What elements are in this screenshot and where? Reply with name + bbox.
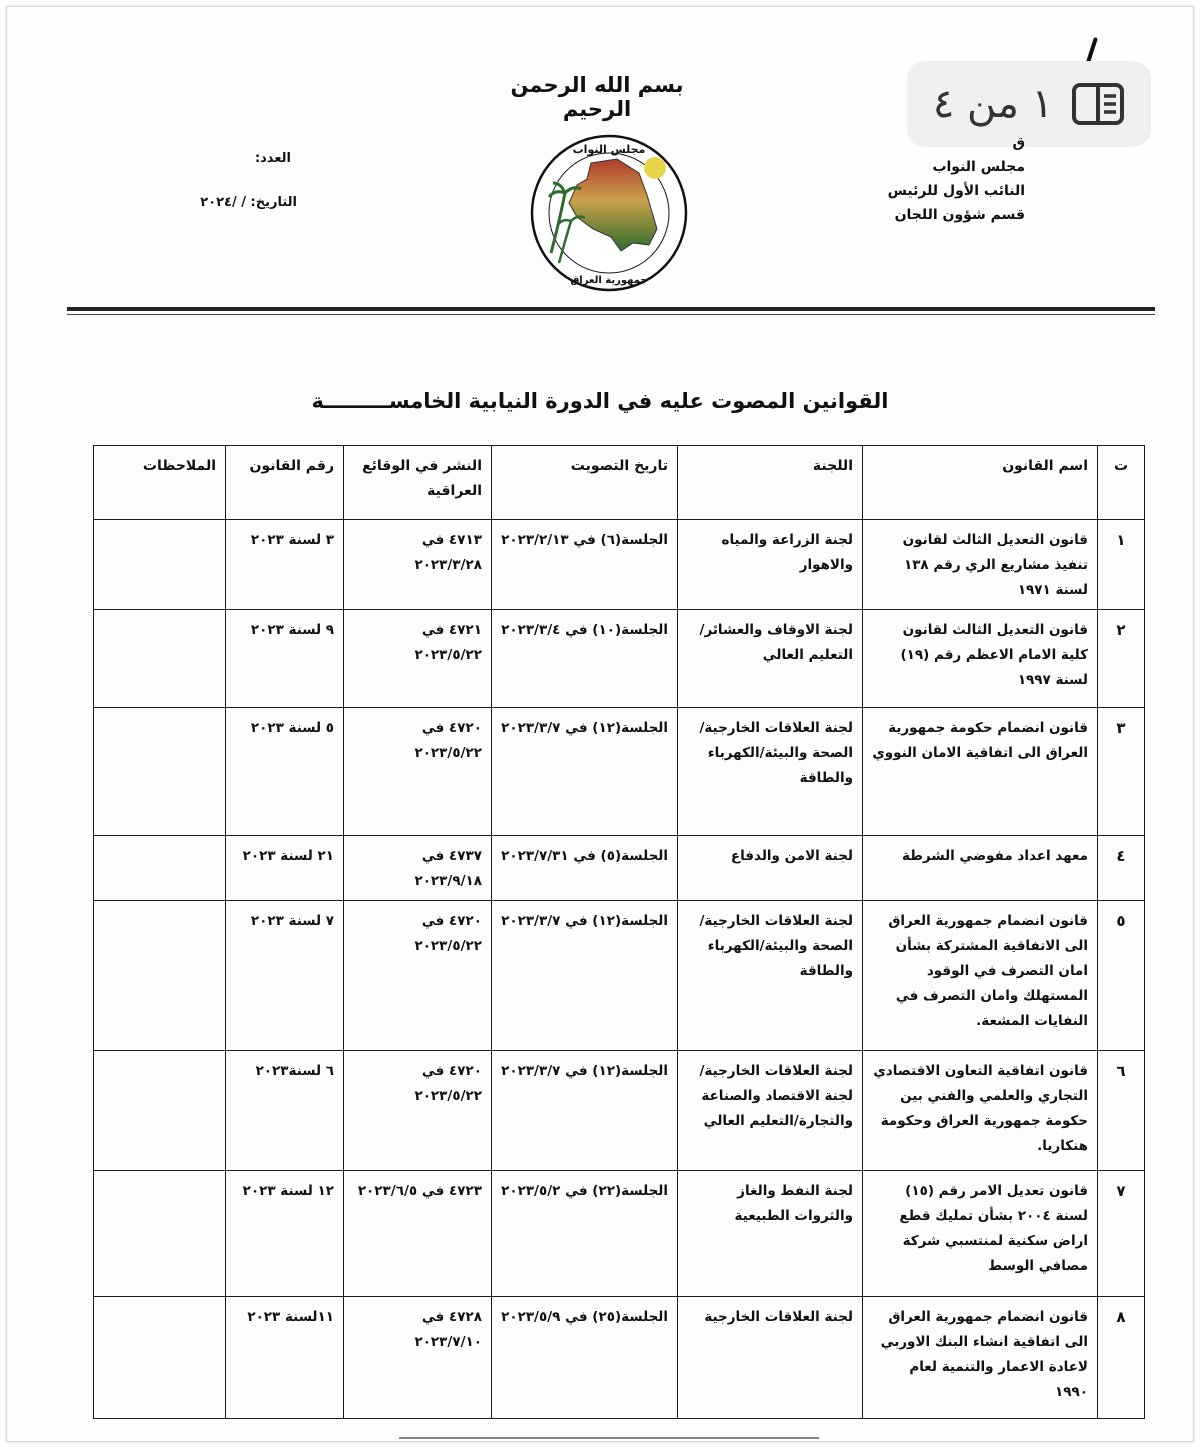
table-row: [94, 1297, 1145, 1419]
row-notes: [94, 1051, 226, 1171]
row-publication: ٤٧٢١ في ٢٠٢٣/٥/٢٢: [344, 610, 492, 708]
row-notes: [94, 1297, 226, 1419]
row-law-name: قانون انضمام جمهورية العراق الى الاتفاقية المشتركة بشأن امان التصرف في الوقود المستهلك وامان التصرف في النفايات المشعة.: [863, 901, 1098, 1051]
row-law-number: ٦ لسنة٢٠٢٣: [226, 1051, 344, 1171]
row-vote-date: الجلسة(١٢) في ٢٠٢٣/٣/٧: [492, 1051, 678, 1171]
parliament-seal-icon: [529, 133, 689, 293]
row-committee: لجنة العلاقات الخارجية/لجنة الاقتصاد والصناعة والتجارة/التعليم العالي: [678, 1051, 863, 1171]
row-seq: ١: [1098, 520, 1145, 610]
row-vote-date: الجلسة(٢٥) في ٢٠٢٣/٥/٩: [492, 1297, 678, 1419]
row-committee: لجنة الاوقاف والعشائر/ التعليم العالي: [678, 610, 863, 708]
reference-number-label: العدد:: [254, 151, 291, 166]
pen-mark: [1086, 37, 1098, 63]
org-block: [845, 131, 1025, 227]
row-notes: [94, 520, 226, 610]
row-committee: لجنة النفط والغاز والثروات الطبيعية: [678, 1171, 863, 1297]
row-seq: ٣: [1098, 708, 1145, 836]
row-publication: ٤٧٢٨ في ٢٠٢٣/٧/١٠: [344, 1297, 492, 1419]
row-law-name: معهد اعداد مفوضي الشرطة: [863, 836, 1098, 901]
header-committee: اللجنة: [678, 446, 863, 520]
document-title: القوانين المصوت عليه في الدورة النيابية الخامســـــــــة: [311, 389, 889, 413]
table-row: [94, 708, 1145, 836]
table-row: [94, 610, 1145, 708]
row-notes: [94, 708, 226, 836]
row-publication: ٤٧٢٠ في ٢٠٢٣/٥/٢٢: [344, 901, 492, 1051]
book-pages-icon: [1071, 82, 1125, 126]
header-divider-thin: [67, 314, 1155, 315]
row-vote-date: الجلسة(٦) في ٢٠٢٣/٢/١٣: [492, 520, 678, 610]
row-vote-date: الجلسة(٥) في ٢٠٢٣/٧/٣١: [492, 836, 678, 901]
row-law-name: قانون التعديل الثالث لقانون تنفيذ مشاريع الري رقم ١٣٨ لسنة ١٩٧١: [863, 520, 1098, 610]
header-notes: الملاحظات: [94, 446, 226, 520]
row-law-name: قانون انضمام جمهورية العراق الى اتفاقية انشاء البنك الاوربي لاعادة الاعمار والتنمية لعام ١٩٩٠: [863, 1297, 1098, 1419]
row-law-name: قانون انضمام حكومة جمهورية العراق الى اتفاقية الامان النووي: [863, 708, 1098, 836]
row-publication: ٤٧٢٣ في ٢٠٢٣/٦/٥: [344, 1171, 492, 1297]
row-law-name: قانون تعديل الامر رقم (١٥) لسنة ٢٠٠٤ بشأن تمليك قطع اراض سكنية لمنتسبي شركة مصافي الوسط: [863, 1171, 1098, 1297]
laws-table: [93, 445, 1145, 1419]
row-committee: لجنة العلاقات الخارجية/الصحة والبيئة/الكهرباء والطاقة: [678, 708, 863, 836]
table-row: [94, 1171, 1145, 1297]
org-line: النائب الأول للرئيس: [887, 183, 1025, 199]
row-notes: [94, 610, 226, 708]
seal-bottom-text: جمهورية العراق: [570, 275, 648, 286]
row-law-number: ٥ لسنة ٢٠٢٣: [226, 708, 344, 836]
page-indicator-text: ١ من ٤: [932, 81, 1054, 127]
row-law-name: قانون التعديل الثالث لقانون كلية الامام الاعظم رقم (١٩) لسنة ١٩٩٧: [863, 610, 1098, 708]
row-law-number: ١٢ لسنة ٢٠٢٣: [226, 1171, 344, 1297]
document-page: [6, 6, 1194, 1442]
row-seq: ٦: [1098, 1051, 1145, 1171]
row-seq: ٧: [1098, 1171, 1145, 1297]
row-law-number: ٧ لسنة ٢٠٢٣: [226, 901, 344, 1051]
row-seq: ٥: [1098, 901, 1145, 1051]
table-row: [94, 1051, 1145, 1171]
row-vote-date: الجلسة(١٠) في ٢٠٢٣/٣/٤: [492, 610, 678, 708]
row-notes: [94, 1171, 226, 1297]
row-publication: ٤٧٣٧ في ٢٠٢٣/٩/١٨: [344, 836, 492, 901]
basmala: بسم الله الرحمن الرحيم: [510, 73, 684, 121]
seal-top-text: مجلس النواب: [572, 143, 646, 156]
row-vote-date: الجلسة(١٢) في ٢٠٢٣/٣/٧: [492, 901, 678, 1051]
row-seq: ٢: [1098, 610, 1145, 708]
header-divider: [67, 307, 1155, 311]
row-law-number: ٣ لسنة ٢٠٢٣: [226, 520, 344, 610]
row-committee: لجنة العلاقات الخارجية: [678, 1297, 863, 1419]
header-seq: ت: [1098, 446, 1145, 520]
org-line: مجلس النواب: [932, 159, 1025, 175]
row-committee: لجنة الامن والدفاع: [678, 836, 863, 901]
date-label: التاريخ: / /٢٠٢٤: [200, 195, 297, 210]
row-seq: ٤: [1098, 836, 1145, 901]
row-publication: ٤٧٢٠ في ٢٠٢٣/٥/٢٢: [344, 708, 492, 836]
org-line: قسم شؤون اللجان: [894, 207, 1025, 223]
row-seq: ٨: [1098, 1297, 1145, 1419]
header-vote-date: تاريخ التصويت: [492, 446, 678, 520]
table-row: [94, 836, 1145, 901]
table-header-row: [94, 446, 1145, 520]
row-committee: لجنة الزراعة والمياه والاهوار: [678, 520, 863, 610]
row-publication: ٤٧١٣ في ٢٠٢٣/٣/٢٨: [344, 520, 492, 610]
row-law-name: قانون اتفاقية التعاون الاقتصادي التجاري والعلمي والفني بين حكومة جمهورية العراق وحكومة هنكاريا.: [863, 1051, 1098, 1171]
footer-divider: [399, 1437, 819, 1439]
table-row: [94, 520, 1145, 610]
row-publication: ٤٧٢٠ في ٢٠٢٣/٥/٢٢: [344, 1051, 492, 1171]
row-law-number: ١١لسنة ٢٠٢٣: [226, 1297, 344, 1419]
header-publication: النشر في الوقائع العراقية: [344, 446, 492, 520]
header-law-number: رقم القانون: [226, 446, 344, 520]
row-committee: لجنة العلاقات الخارجية/الصحة والبيئة/الكهرباء والطاقة: [678, 901, 863, 1051]
table-row: [94, 901, 1145, 1051]
row-notes: [94, 836, 226, 901]
org-line: ق: [1012, 135, 1025, 151]
row-vote-date: الجلسة(١٢) في ٢٠٢٣/٣/٧: [492, 708, 678, 836]
row-notes: [94, 901, 226, 1051]
row-law-number: ٢١ لسنة ٢٠٢٣: [226, 836, 344, 901]
header-law-name: اسم القانون: [863, 446, 1098, 520]
row-law-number: ٩ لسنة ٢٠٢٣: [226, 610, 344, 708]
row-vote-date: الجلسة(٢٢) في ٢٠٢٣/٥/٢: [492, 1171, 678, 1297]
